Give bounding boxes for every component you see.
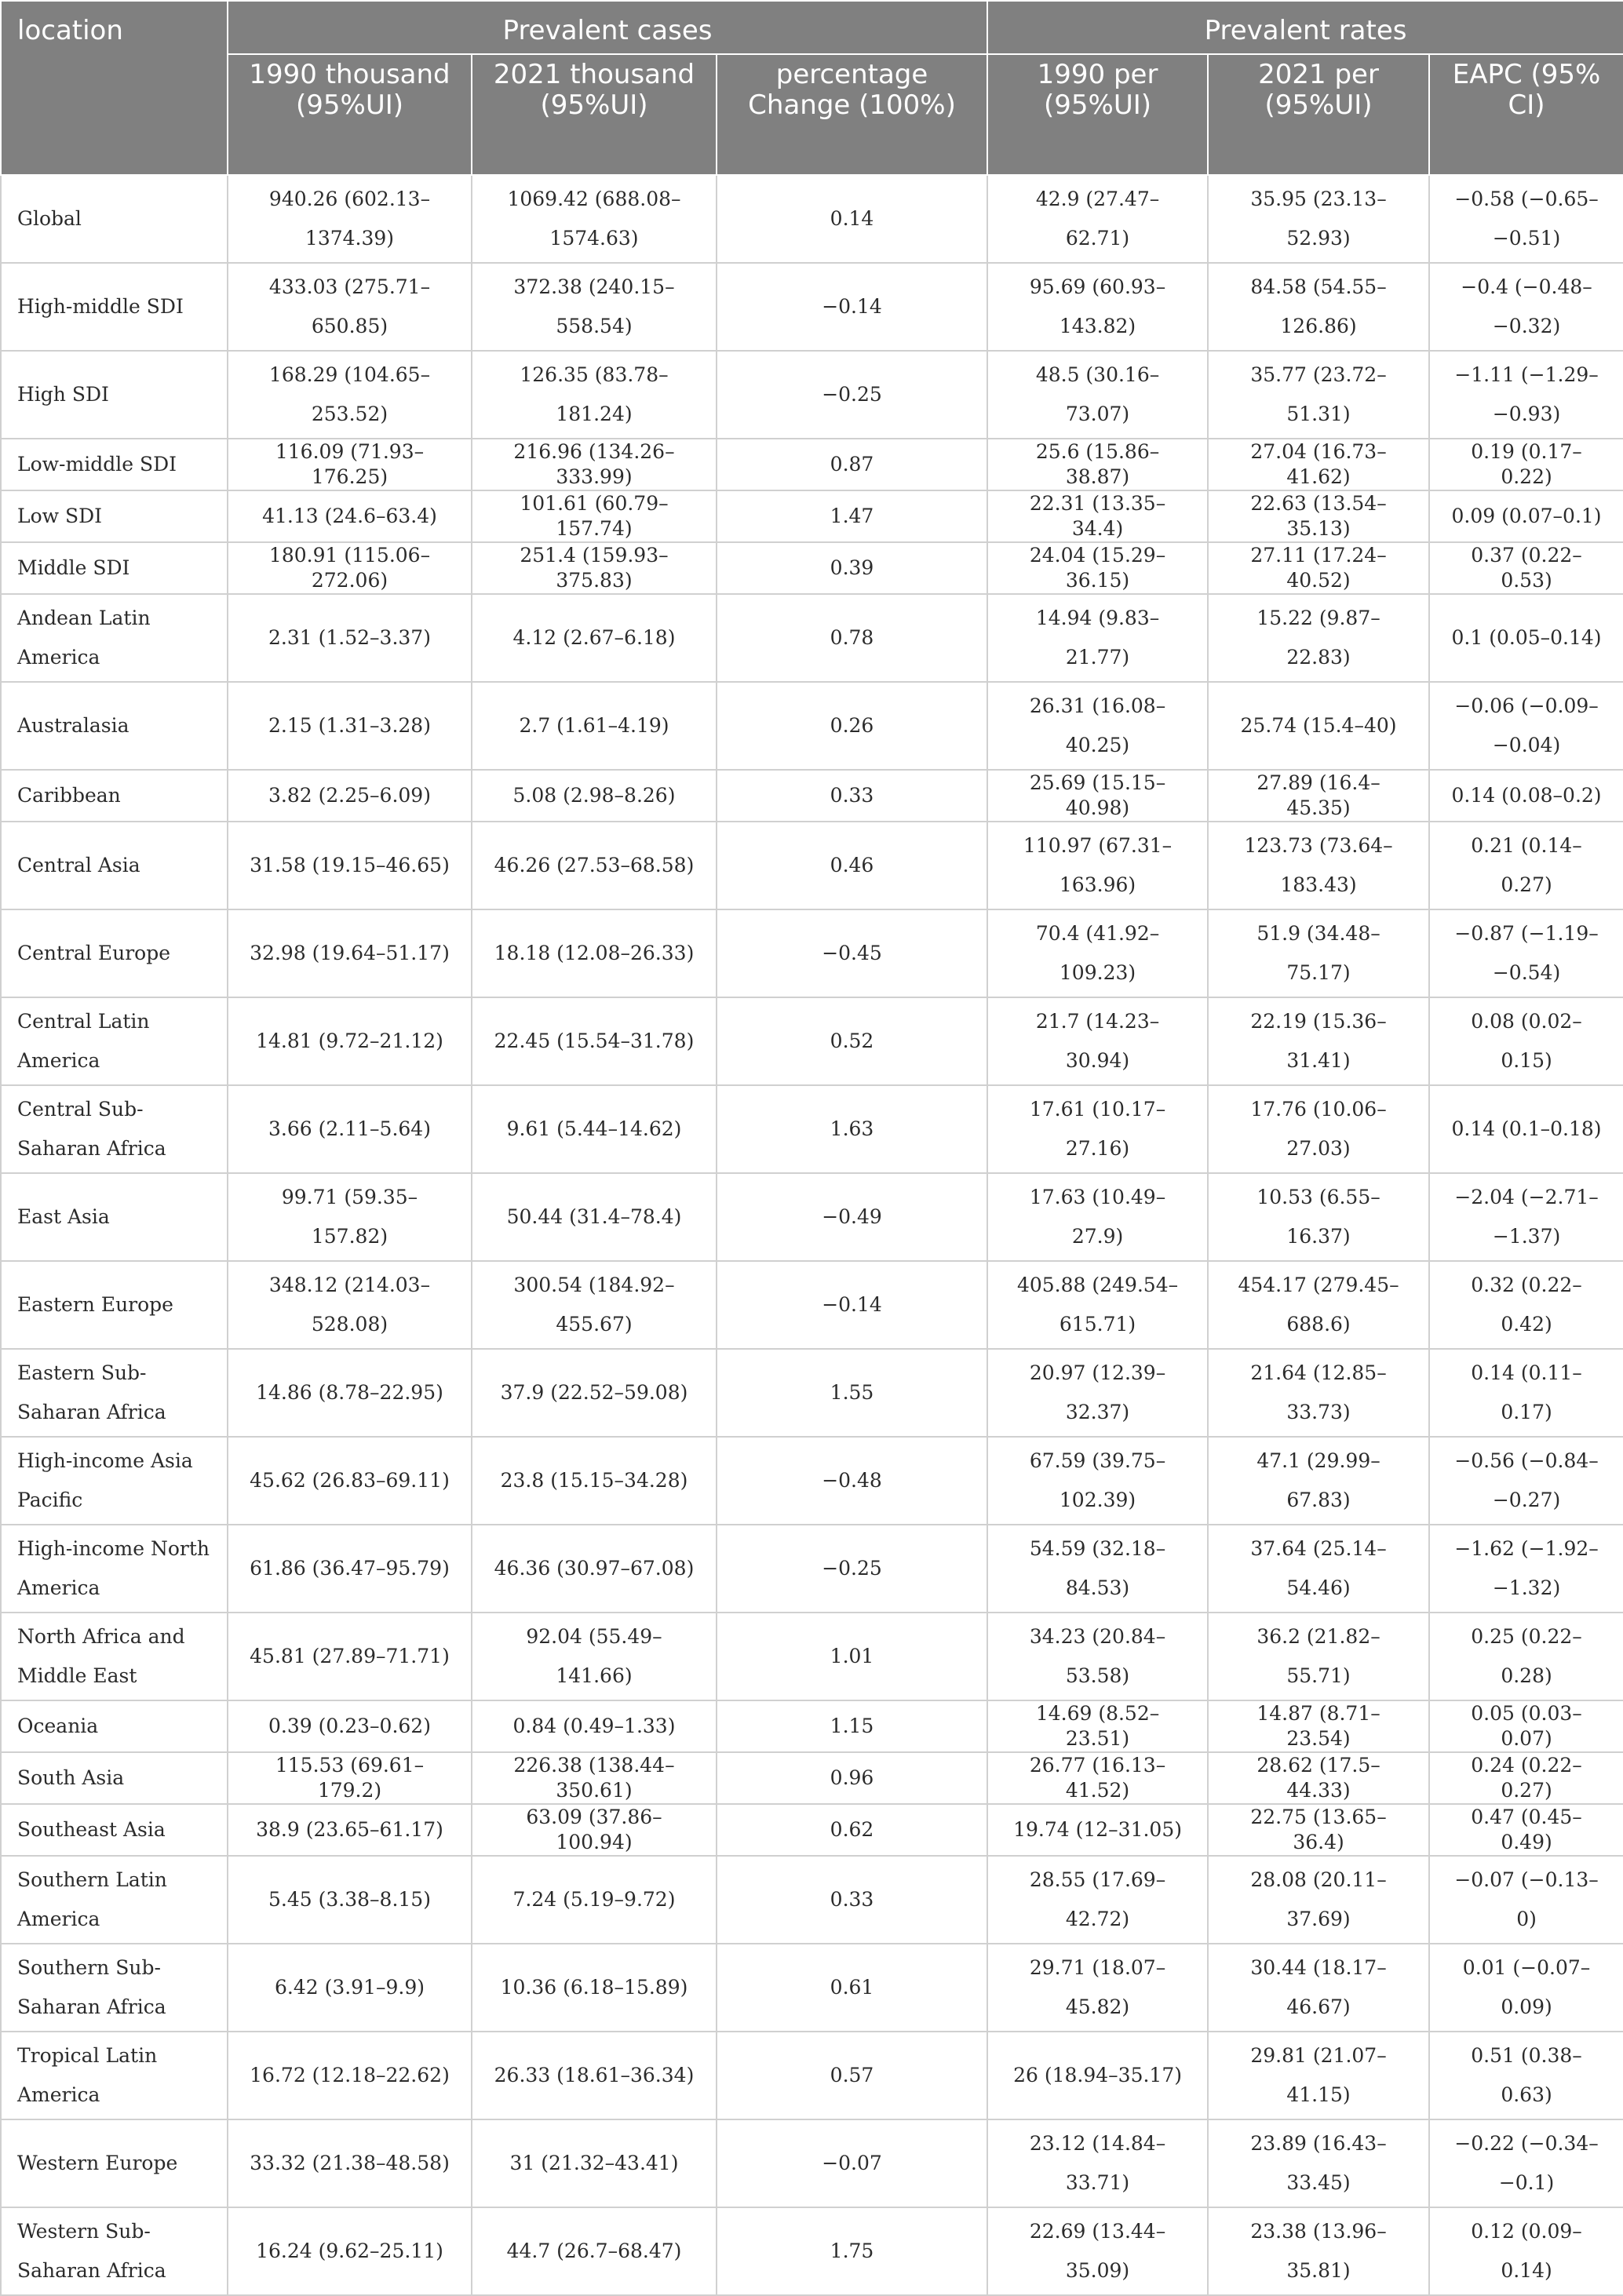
rates-1990-cell: 26 (18.94–35.17) [987, 2032, 1208, 2119]
eapc-cell: 0.08 (0.02–0.15) [1429, 997, 1623, 1085]
eapc-cell: −0.07 (−0.13–0) [1429, 1856, 1623, 1944]
table-row [1, 1700, 1623, 1752]
table-row [1, 542, 1623, 594]
rates-1990-cell: 17.63 (10.49–27.9) [987, 1173, 1208, 1261]
percentage-change-cell: 0.61 [717, 1944, 987, 2032]
table-row [1, 1752, 1623, 1804]
table-row [1, 682, 1623, 770]
rates-2021-cell: 29.81 (21.07–41.15) [1208, 2032, 1429, 2119]
rates-1990-cell: 70.4 (41.92–109.23) [987, 909, 1208, 997]
cases-1990-cell: 38.9 (23.65–61.17) [228, 1804, 472, 1856]
header-percentage-change: percentage Change (100%) [717, 54, 987, 175]
header-eapc: EAPC (95% CI) [1429, 54, 1623, 175]
rates-2021-cell: 47.1 (29.99–67.83) [1208, 1437, 1429, 1525]
eapc-cell: −0.4 (−0.48–−0.32) [1429, 263, 1623, 351]
table-row [1, 1944, 1623, 2032]
percentage-change-cell: −0.14 [717, 263, 987, 351]
location-cell: Central Europe [1, 909, 228, 997]
rates-1990-cell: 28.55 (17.69–42.72) [987, 1856, 1208, 1944]
rates-1990-cell: 54.59 (32.18–84.53) [987, 1525, 1208, 1613]
table-row [1, 1261, 1623, 1349]
location-cell: High-income North America [1, 1525, 228, 1613]
location-cell: Andean Latin America [1, 594, 228, 682]
percentage-change-cell: 1.15 [717, 1700, 987, 1752]
location-cell: Caribbean [1, 770, 228, 822]
location-cell: East Asia [1, 1173, 228, 1261]
table-row [1, 2119, 1623, 2207]
location-cell: High-middle SDI [1, 263, 228, 351]
cases-2021-cell: 126.35 (83.78–181.24) [472, 351, 717, 439]
rates-2021-cell: 17.76 (10.06–27.03) [1208, 1085, 1429, 1173]
eapc-cell: −0.06 (−0.09–−0.04) [1429, 682, 1623, 770]
table-row [1, 1804, 1623, 1856]
cases-2021-cell: 10.36 (6.18–15.89) [472, 1944, 717, 2032]
eapc-cell: 0.21 (0.14–0.27) [1429, 822, 1623, 909]
location-cell: Southeast Asia [1, 1804, 228, 1856]
cases-2021-cell: 2.7 (1.61–4.19) [472, 682, 717, 770]
cases-1990-cell: 16.24 (9.62–25.11) [228, 2207, 472, 2295]
eapc-cell: 0.32 (0.22–0.42) [1429, 1261, 1623, 1349]
header-group-prevalent-rates: Prevalent rates [987, 1, 1623, 54]
cases-2021-cell: 22.45 (15.54–31.78) [472, 997, 717, 1085]
rates-2021-cell: 37.64 (25.14–54.46) [1208, 1525, 1429, 1613]
percentage-change-cell: 1.55 [717, 1349, 987, 1437]
eapc-cell: 0.1 (0.05–0.14) [1429, 594, 1623, 682]
rates-2021-cell: 14.87 (8.71–23.54) [1208, 1700, 1429, 1752]
eapc-cell: 0.01 (−0.07–0.09) [1429, 1944, 1623, 2032]
cases-1990-cell: 348.12 (214.03–528.08) [228, 1261, 472, 1349]
rates-1990-cell: 20.97 (12.39–32.37) [987, 1349, 1208, 1437]
rates-2021-cell: 23.38 (13.96–35.81) [1208, 2207, 1429, 2295]
eapc-cell: −1.62 (−1.92–−1.32) [1429, 1525, 1623, 1613]
percentage-change-cell: 0.62 [717, 1804, 987, 1856]
cases-1990-cell: 33.32 (21.38–48.58) [228, 2119, 472, 2207]
percentage-change-cell: 0.46 [717, 822, 987, 909]
rates-2021-cell: 36.2 (21.82–55.71) [1208, 1613, 1429, 1700]
table-row [1, 351, 1623, 439]
eapc-cell: 0.24 (0.22–0.27) [1429, 1752, 1623, 1804]
cases-1990-cell: 115.53 (69.61–179.2) [228, 1752, 472, 1804]
cases-1990-cell: 16.72 (12.18–22.62) [228, 2032, 472, 2119]
table-row [1, 1173, 1623, 1261]
cases-1990-cell: 99.71 (59.35–157.82) [228, 1173, 472, 1261]
rates-1990-cell: 29.71 (18.07–45.82) [987, 1944, 1208, 2032]
rates-1990-cell: 25.69 (15.15–40.98) [987, 770, 1208, 822]
eapc-cell: 0.37 (0.22–0.53) [1429, 542, 1623, 594]
percentage-change-cell: −0.07 [717, 2119, 987, 2207]
rates-1990-cell: 22.31 (13.35–34.4) [987, 490, 1208, 542]
cases-2021-cell: 46.26 (27.53–68.58) [472, 822, 717, 909]
percentage-change-cell: 0.39 [717, 542, 987, 594]
eapc-cell: −0.22 (−0.34–−0.1) [1429, 2119, 1623, 2207]
eapc-cell: 0.05 (0.03–0.07) [1429, 1700, 1623, 1752]
table-row [1, 1613, 1623, 1700]
percentage-change-cell: −0.48 [717, 1437, 987, 1525]
rates-2021-cell: 35.77 (23.72–51.31) [1208, 351, 1429, 439]
rates-2021-cell: 25.74 (15.4–40) [1208, 682, 1429, 770]
header-rates-1990: 1990 per (95%UI) [987, 54, 1208, 175]
percentage-change-cell: 0.78 [717, 594, 987, 682]
cases-2021-cell: 0.84 (0.49–1.33) [472, 1700, 717, 1752]
location-cell: Low-middle SDI [1, 439, 228, 490]
eapc-cell: −0.58 (−0.65–−0.51) [1429, 175, 1623, 263]
table-row [1, 439, 1623, 490]
rates-1990-cell: 24.04 (15.29–36.15) [987, 542, 1208, 594]
location-cell: Low SDI [1, 490, 228, 542]
rates-2021-cell: 22.63 (13.54–35.13) [1208, 490, 1429, 542]
rates-1990-cell: 34.23 (20.84–53.58) [987, 1613, 1208, 1700]
location-cell: Middle SDI [1, 542, 228, 594]
eapc-cell: −0.87 (−1.19–−0.54) [1429, 909, 1623, 997]
cases-2021-cell: 5.08 (2.98–8.26) [472, 770, 717, 822]
table-row [1, 1525, 1623, 1613]
cases-2021-cell: 92.04 (55.49–141.66) [472, 1613, 717, 1700]
cases-2021-cell: 44.7 (26.7–68.47) [472, 2207, 717, 2295]
location-cell: Southern Latin America [1, 1856, 228, 1944]
location-cell: Australasia [1, 682, 228, 770]
eapc-cell: 0.09 (0.07–0.1) [1429, 490, 1623, 542]
rates-1990-cell: 110.97 (67.31–163.96) [987, 822, 1208, 909]
cases-1990-cell: 5.45 (3.38–8.15) [228, 1856, 472, 1944]
header-location: location [1, 1, 228, 175]
location-cell: Eastern Europe [1, 1261, 228, 1349]
percentage-change-cell: −0.14 [717, 1261, 987, 1349]
location-cell: Oceania [1, 1700, 228, 1752]
table-row [1, 1856, 1623, 1944]
cases-1990-cell: 2.15 (1.31–3.28) [228, 682, 472, 770]
location-cell: North Africa and Middle East [1, 1613, 228, 1700]
cases-1990-cell: 14.81 (9.72–21.12) [228, 997, 472, 1085]
percentage-change-cell: −0.25 [717, 1525, 987, 1613]
eapc-cell: 0.14 (0.08–0.2) [1429, 770, 1623, 822]
table-body [1, 175, 1623, 2295]
cases-2021-cell: 101.61 (60.79–157.74) [472, 490, 717, 542]
location-cell: Central Latin America [1, 997, 228, 1085]
percentage-change-cell: −0.49 [717, 1173, 987, 1261]
percentage-change-cell: 0.96 [717, 1752, 987, 1804]
cases-1990-cell: 3.82 (2.25–6.09) [228, 770, 472, 822]
table-row [1, 2032, 1623, 2119]
header-cases-2021: 2021 thousand (95%UI) [472, 54, 717, 175]
cases-2021-cell: 31 (21.32–43.41) [472, 2119, 717, 2207]
rates-1990-cell: 22.69 (13.44–35.09) [987, 2207, 1208, 2295]
cases-2021-cell: 9.61 (5.44–14.62) [472, 1085, 717, 1173]
rates-1990-cell: 14.94 (9.83–21.77) [987, 594, 1208, 682]
rates-1990-cell: 26.77 (16.13–41.52) [987, 1752, 1208, 1804]
rates-1990-cell: 23.12 (14.84–33.71) [987, 2119, 1208, 2207]
cases-2021-cell: 226.38 (138.44–350.61) [472, 1752, 717, 1804]
eapc-cell: −0.56 (−0.84–−0.27) [1429, 1437, 1623, 1525]
cases-1990-cell: 45.81 (27.89–71.71) [228, 1613, 472, 1700]
cases-2021-cell: 216.96 (134.26–333.99) [472, 439, 717, 490]
percentage-change-cell: 0.14 [717, 175, 987, 263]
cases-2021-cell: 26.33 (18.61–36.34) [472, 2032, 717, 2119]
rates-1990-cell: 26.31 (16.08–40.25) [987, 682, 1208, 770]
location-cell: Southern Sub-Saharan Africa [1, 1944, 228, 2032]
eapc-cell: 0.19 (0.17–0.22) [1429, 439, 1623, 490]
cases-2021-cell: 372.38 (240.15–558.54) [472, 263, 717, 351]
percentage-change-cell: −0.25 [717, 351, 987, 439]
table-row [1, 1349, 1623, 1437]
rates-2021-cell: 84.58 (54.55–126.86) [1208, 263, 1429, 351]
rates-1990-cell: 42.9 (27.47–62.71) [987, 175, 1208, 263]
table-row [1, 822, 1623, 909]
cases-1990-cell: 3.66 (2.11–5.64) [228, 1085, 472, 1173]
table-row [1, 909, 1623, 997]
percentage-change-cell: 1.47 [717, 490, 987, 542]
table-row [1, 263, 1623, 351]
location-cell: Central Asia [1, 822, 228, 909]
cases-2021-cell: 7.24 (5.19–9.72) [472, 1856, 717, 1944]
rates-2021-cell: 123.73 (73.64–183.43) [1208, 822, 1429, 909]
cases-1990-cell: 45.62 (26.83–69.11) [228, 1437, 472, 1525]
eapc-cell: 0.25 (0.22–0.28) [1429, 1613, 1623, 1700]
eapc-cell: 0.47 (0.45–0.49) [1429, 1804, 1623, 1856]
rates-2021-cell: 28.62 (17.5–44.33) [1208, 1752, 1429, 1804]
rates-2021-cell: 10.53 (6.55–16.37) [1208, 1173, 1429, 1261]
rates-2021-cell: 22.19 (15.36–31.41) [1208, 997, 1429, 1085]
cases-1990-cell: 433.03 (275.71–650.85) [228, 263, 472, 351]
rates-2021-cell: 454.17 (279.45–688.6) [1208, 1261, 1429, 1349]
rates-1990-cell: 25.6 (15.86–38.87) [987, 439, 1208, 490]
rates-2021-cell: 15.22 (9.87–22.83) [1208, 594, 1429, 682]
eapc-cell: −1.11 (−1.29–−0.93) [1429, 351, 1623, 439]
cases-2021-cell: 63.09 (37.86–100.94) [472, 1804, 717, 1856]
eapc-cell: 0.14 (0.11–0.17) [1429, 1349, 1623, 1437]
rates-2021-cell: 23.89 (16.43–33.45) [1208, 2119, 1429, 2207]
percentage-change-cell: 1.63 [717, 1085, 987, 1173]
cases-2021-cell: 300.54 (184.92–455.67) [472, 1261, 717, 1349]
rates-1990-cell: 17.61 (10.17–27.16) [987, 1085, 1208, 1173]
eapc-cell: 0.14 (0.1–0.18) [1429, 1085, 1623, 1173]
rates-1990-cell: 67.59 (39.75–102.39) [987, 1437, 1208, 1525]
percentage-change-cell: 0.33 [717, 1856, 987, 1944]
cases-1990-cell: 31.58 (19.15–46.65) [228, 822, 472, 909]
rates-1990-cell: 405.88 (249.54–615.71) [987, 1261, 1208, 1349]
rates-2021-cell: 22.75 (13.65–36.4) [1208, 1804, 1429, 1856]
cases-1990-cell: 41.13 (24.6–63.4) [228, 490, 472, 542]
rates-1990-cell: 95.69 (60.93–143.82) [987, 263, 1208, 351]
cases-1990-cell: 168.29 (104.65–253.52) [228, 351, 472, 439]
table-row [1, 490, 1623, 542]
rates-1990-cell: 14.69 (8.52–23.51) [987, 1700, 1208, 1752]
percentage-change-cell: 0.33 [717, 770, 987, 822]
location-cell: Tropical Latin America [1, 2032, 228, 2119]
cases-1990-cell: 0.39 (0.23–0.62) [228, 1700, 472, 1752]
location-cell: Central Sub-Saharan Africa [1, 1085, 228, 1173]
cases-2021-cell: 1069.42 (688.08–1574.63) [472, 175, 717, 263]
percentage-change-cell: 0.52 [717, 997, 987, 1085]
cases-2021-cell: 4.12 (2.67–6.18) [472, 594, 717, 682]
table-header [1, 1, 1623, 175]
table-row [1, 1085, 1623, 1173]
cases-1990-cell: 6.42 (3.91–9.9) [228, 1944, 472, 2032]
cases-1990-cell: 32.98 (19.64–51.17) [228, 909, 472, 997]
rates-1990-cell: 21.7 (14.23–30.94) [987, 997, 1208, 1085]
header-group-prevalent-cases: Prevalent cases [228, 1, 987, 54]
rates-2021-cell: 30.44 (18.17–46.67) [1208, 1944, 1429, 2032]
table-row [1, 1437, 1623, 1525]
percentage-change-cell: 0.57 [717, 2032, 987, 2119]
location-cell: Eastern Sub-Saharan Africa [1, 1349, 228, 1437]
table-row [1, 997, 1623, 1085]
rates-1990-cell: 48.5 (30.16–73.07) [987, 351, 1208, 439]
eapc-cell: 0.12 (0.09–0.14) [1429, 2207, 1623, 2295]
header-rates-2021: 2021 per (95%UI) [1208, 54, 1429, 175]
percentage-change-cell: −0.45 [717, 909, 987, 997]
percentage-change-cell: 0.26 [717, 682, 987, 770]
location-cell: Global [1, 175, 228, 263]
cases-1990-cell: 180.91 (115.06–272.06) [228, 542, 472, 594]
location-cell: Western Sub-Saharan Africa [1, 2207, 228, 2295]
location-cell: South Asia [1, 1752, 228, 1804]
cases-2021-cell: 50.44 (31.4–78.4) [472, 1173, 717, 1261]
rates-2021-cell: 35.95 (23.13–52.93) [1208, 175, 1429, 263]
rates-2021-cell: 27.11 (17.24–40.52) [1208, 542, 1429, 594]
table-row [1, 594, 1623, 682]
rates-2021-cell: 21.64 (12.85–33.73) [1208, 1349, 1429, 1437]
percentage-change-cell: 1.75 [717, 2207, 987, 2295]
cases-1990-cell: 940.26 (602.13–1374.39) [228, 175, 472, 263]
cases-1990-cell: 2.31 (1.52–3.37) [228, 594, 472, 682]
eapc-cell: 0.51 (0.38–0.63) [1429, 2032, 1623, 2119]
cases-2021-cell: 37.9 (22.52–59.08) [472, 1349, 717, 1437]
location-cell: High-income Asia Pacific [1, 1437, 228, 1525]
rates-2021-cell: 51.9 (34.48–75.17) [1208, 909, 1429, 997]
cases-2021-cell: 46.36 (30.97–67.08) [472, 1525, 717, 1613]
cases-1990-cell: 116.09 (71.93–176.25) [228, 439, 472, 490]
header-cases-1990: 1990 thousand (95%UI) [228, 54, 472, 175]
cases-2021-cell: 251.4 (159.93–375.83) [472, 542, 717, 594]
eapc-cell: −2.04 (−2.71–−1.37) [1429, 1173, 1623, 1261]
location-cell: High SDI [1, 351, 228, 439]
percentage-change-cell: 0.87 [717, 439, 987, 490]
table-row [1, 770, 1623, 822]
cases-2021-cell: 23.8 (15.15–34.28) [472, 1437, 717, 1525]
percentage-change-cell: 1.01 [717, 1613, 987, 1700]
rates-2021-cell: 27.89 (16.4–45.35) [1208, 770, 1429, 822]
location-cell: Western Europe [1, 2119, 228, 2207]
table-row [1, 175, 1623, 263]
cases-1990-cell: 61.86 (36.47–95.79) [228, 1525, 472, 1613]
cases-2021-cell: 18.18 (12.08–26.33) [472, 909, 717, 997]
rates-2021-cell: 28.08 (20.11–37.69) [1208, 1856, 1429, 1944]
table-row [1, 2207, 1623, 2295]
rates-2021-cell: 27.04 (16.73–41.62) [1208, 439, 1429, 490]
cases-1990-cell: 14.86 (8.78–22.95) [228, 1349, 472, 1437]
rates-1990-cell: 19.74 (12–31.05) [987, 1804, 1208, 1856]
